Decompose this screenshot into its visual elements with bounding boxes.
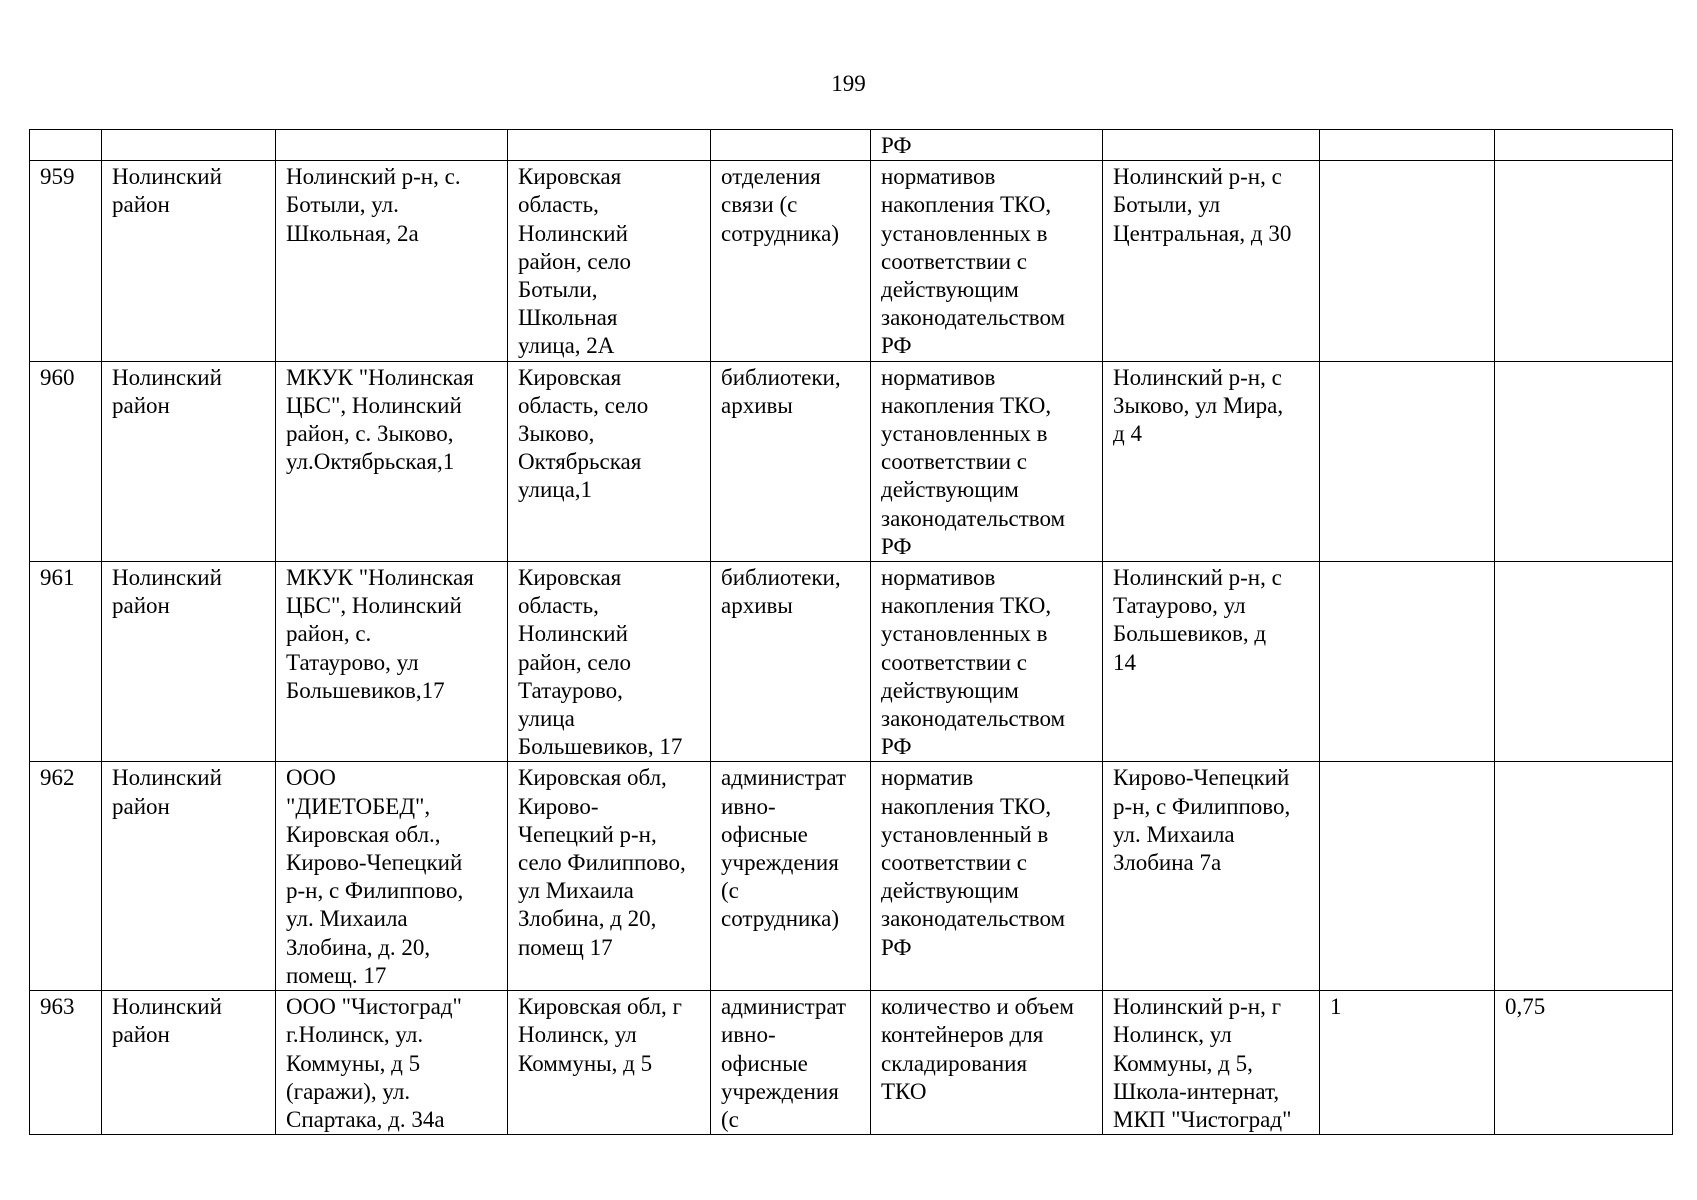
cell-text-line: Зыково, ул Мира, (1113, 392, 1284, 418)
cell-text-line: отделения (721, 164, 821, 190)
cell-text-line: (с (721, 1106, 739, 1132)
cell-text-line: ЦБС", Нолинский (286, 593, 462, 619)
table-row (30, 130, 1673, 161)
cell-text-line: администрат (721, 765, 847, 791)
cell-text-line: (гаражи), ул. (286, 1078, 411, 1104)
cell-text-line: Нолинск, ул (518, 1022, 637, 1048)
cell-calculation-basis (871, 161, 1103, 361)
cell-district (102, 161, 276, 361)
cell-source-address (508, 762, 711, 991)
cell-text-line: установленных в (881, 220, 1048, 246)
table-row (30, 361, 1673, 561)
table-row (30, 562, 1673, 762)
cell-text-line: Нолинский р-н, с (1113, 565, 1282, 591)
cell-text-line: (с (721, 878, 739, 904)
cell-text-line: МКУК "Нолинская (286, 565, 474, 591)
cell-text-line: накопления ТКО, (881, 392, 1052, 418)
cell-text-line: район (112, 192, 170, 218)
cell-text-line: офисные (721, 1050, 808, 1076)
cell-containers-count (1320, 762, 1495, 991)
cell-text-line: 1 (1330, 994, 1342, 1020)
cell-container-site-address (1103, 161, 1320, 361)
cell-calculation-basis (871, 562, 1103, 762)
cell-waste-generator (276, 161, 508, 361)
cell-text-line: Ботыли, ул (1113, 192, 1221, 218)
cell-text-line: село Филиппово, (518, 850, 686, 876)
cell-object-category (711, 762, 871, 991)
cell-text-line: область, село (518, 392, 649, 418)
cell-text-line: ТКО (881, 1078, 927, 1104)
cell-source-address (508, 991, 711, 1135)
cell-text-line: Большевиков,17 (286, 677, 445, 703)
cell-text-line: Нолинский р-н, с (1113, 164, 1282, 190)
cell-text-line: Школьная, 2а (286, 220, 419, 246)
cell-text-line: РФ (881, 133, 912, 158)
cell-object-category (711, 161, 871, 361)
cell-text-line: законодательством (881, 505, 1066, 531)
cell-text-line: соответствии с (881, 850, 1027, 876)
cell-text-line: область, (518, 593, 599, 619)
cell-text-line: Коммуны, д 5 (518, 1050, 653, 1076)
cell-text-line: Нолинский (518, 621, 628, 647)
cell-row-number (30, 762, 102, 991)
cell-text-line: район (112, 392, 170, 418)
cell-container-volume (1495, 161, 1673, 361)
cell-text-line: 962 (40, 765, 75, 791)
cell-text-line: сотрудника) (721, 906, 839, 932)
cell-text-line: действующим (881, 878, 1019, 904)
cell-text-line: Нолинский р-н, с. (286, 164, 461, 190)
cell-text-line: Татаурово, (518, 677, 623, 703)
cell-text-line: Коммуны, д 5 (286, 1050, 421, 1076)
cell-source-address (508, 562, 711, 762)
cell-text-line: р-н, с Филиппово, (286, 878, 464, 904)
cell-text-line: нормативов (881, 164, 996, 190)
cell-text-line: накопления ТКО, (881, 192, 1052, 218)
cell-text-line: Нолинский (112, 565, 222, 591)
cell-text-line: установленный в (881, 821, 1049, 847)
cell-container-site-address (1103, 762, 1320, 991)
cell-text-line: Зыково, (518, 421, 595, 447)
cell-text-line: Кирово- (518, 793, 599, 819)
cell-text-line: район, с. Зыково, (286, 421, 454, 447)
cell-text-line: МКУК "Нолинская (286, 364, 474, 390)
cell-text-line: 961 (40, 565, 75, 591)
cell-text-line: ул. Михаила (286, 906, 408, 932)
cell-text-line: связи (с (721, 192, 798, 218)
cell-text-line: Школьная (518, 305, 618, 331)
cell-text-line: архивы (721, 392, 793, 418)
cell-text-line: законодательством (881, 305, 1066, 331)
cell-text-line: помещ 17 (518, 934, 613, 960)
cell-text-line: улица,1 (518, 477, 593, 503)
table-row (30, 762, 1673, 991)
table-row (30, 161, 1673, 361)
cell-containers-count (1320, 991, 1495, 1135)
cell-text-line: Октябрьская (518, 449, 642, 475)
cell-container-site-address (1103, 991, 1320, 1135)
cell-text-line: Кировская обл, г (518, 994, 682, 1020)
table-row (30, 991, 1673, 1135)
registry-table (29, 129, 1673, 1135)
cell-waste-generator (276, 130, 508, 161)
cell-text-line: 960 (40, 364, 75, 390)
cell-text-line: район, село (518, 649, 632, 675)
cell-text-line: Кировская (518, 364, 622, 390)
cell-text-line: библиотеки, (721, 565, 841, 591)
cell-waste-generator (276, 562, 508, 762)
cell-text-line: ЦБС", Нолинский (286, 392, 462, 418)
cell-container-volume (1495, 991, 1673, 1135)
cell-source-address (508, 361, 711, 561)
cell-text-line: район (112, 593, 170, 619)
cell-text-line: учреждения (721, 1078, 839, 1104)
cell-row-number (30, 161, 102, 361)
cell-text-line: Чепецкий р-н, (518, 821, 657, 847)
cell-text-line: действующим (881, 277, 1019, 303)
cell-text-line: ивно- (721, 1022, 776, 1048)
cell-calculation-basis (871, 361, 1103, 561)
cell-text-line: действующим (881, 477, 1019, 503)
cell-text-line: ООО "Чистоград" (286, 994, 462, 1020)
cell-text-line: соответствии с (881, 248, 1027, 274)
cell-text-line: Ботыли, (518, 277, 598, 303)
cell-text-line: складирования (881, 1050, 1028, 1076)
cell-text-line: Центральная, д 30 (1113, 220, 1292, 246)
cell-district (102, 991, 276, 1135)
cell-text-line: "ДИЕТОБЕД", (286, 793, 431, 819)
cell-text-line: установленных в (881, 621, 1048, 647)
cell-text-line: РФ (881, 734, 912, 760)
cell-text-line: Школа-интернат, (1113, 1078, 1280, 1104)
cell-text-line: Нолинский (112, 765, 222, 791)
cell-text-line: Коммуны, д 5, (1113, 1050, 1253, 1076)
cell-text-line: библиотеки, (721, 364, 841, 390)
cell-text-line: Нолинский (112, 164, 222, 190)
cell-container-volume (1495, 562, 1673, 762)
cell-text-line: ул.Октябрьская,1 (286, 449, 455, 475)
cell-text-line: РФ (881, 934, 912, 960)
cell-text-line: ООО (286, 765, 336, 791)
cell-containers-count (1320, 361, 1495, 561)
cell-text-line: архивы (721, 593, 793, 619)
cell-text-line: Злобина, д 20, (518, 906, 657, 932)
cell-text-line: РФ (881, 333, 912, 359)
cell-container-site-address (1103, 361, 1320, 561)
cell-text-line: сотрудника) (721, 220, 839, 246)
cell-text-line: район (112, 1022, 170, 1048)
cell-row-number (30, 130, 102, 161)
cell-text-line: РФ (881, 533, 912, 559)
cell-text-line: Злобина 7а (1113, 850, 1222, 876)
cell-object-category (711, 361, 871, 561)
cell-text-line: Кировская (518, 164, 622, 190)
cell-text-line: Кирово-Чепецкий (286, 850, 463, 876)
cell-text-line: Кировская обл, (518, 765, 667, 791)
cell-calculation-basis (871, 991, 1103, 1135)
cell-text-line: накопления ТКО, (881, 793, 1052, 819)
cell-containers-count (1320, 161, 1495, 361)
cell-text-line: г.Нолинск, ул. (286, 1022, 424, 1048)
cell-text-line: Татаурово, ул (286, 649, 419, 675)
cell-text-line: Спартака, д. 34а (286, 1106, 445, 1132)
cell-text-line: Нолинский р-н, г (1113, 994, 1282, 1020)
cell-text-line: соответствии с (881, 449, 1027, 475)
cell-text-line: установленных в (881, 421, 1048, 447)
cell-text-line: Кировская обл., (286, 821, 441, 847)
cell-text-line: законодательством (881, 706, 1066, 732)
cell-text-line: Нолинский р-н, с (1113, 364, 1282, 390)
cell-text-line: 959 (40, 164, 75, 190)
cell-text-line: улица (518, 706, 575, 732)
cell-text-line: 963 (40, 994, 75, 1020)
cell-containers-count (1320, 562, 1495, 762)
cell-text-line: законодательством (881, 906, 1066, 932)
cell-text-line: улица, 2А (518, 333, 615, 359)
cell-row-number (30, 361, 102, 561)
cell-text-line: Ботыли, ул. (286, 192, 399, 218)
cell-text-line: контейнеров для (881, 1022, 1044, 1048)
cell-district (102, 130, 276, 161)
cell-object-category (711, 130, 871, 161)
cell-text-line: Большевиков, д (1113, 621, 1267, 647)
cell-text-line: р-н, с Филиппово, (1113, 793, 1291, 819)
cell-text-line: 14 (1113, 649, 1136, 675)
cell-text-line: учреждения (721, 850, 839, 876)
cell-text-line: район, с. (286, 621, 372, 647)
cell-text-line: соответствии с (881, 649, 1027, 675)
cell-waste-generator (276, 991, 508, 1135)
page-number: 199 (831, 71, 866, 96)
cell-container-site-address (1103, 562, 1320, 762)
cell-text-line: Кирово-Чепецкий (1113, 765, 1290, 791)
cell-text-line: ул. Михаила (1113, 821, 1235, 847)
cell-text-line: 0,75 (1505, 994, 1546, 1020)
cell-text-line: район (112, 793, 170, 819)
cell-container-volume (1495, 130, 1673, 161)
cell-containers-count (1320, 130, 1495, 161)
cell-text-line: нормативов (881, 565, 996, 591)
cell-district (102, 361, 276, 561)
cell-text-line: Нолинский (112, 994, 222, 1020)
cell-district (102, 762, 276, 991)
cell-source-address (508, 130, 711, 161)
cell-container-volume (1495, 361, 1673, 561)
cell-row-number (30, 991, 102, 1135)
cell-district (102, 562, 276, 762)
cell-row-number (30, 562, 102, 762)
cell-text-line: область, (518, 192, 599, 218)
cell-calculation-basis (871, 130, 1103, 161)
cell-waste-generator (276, 762, 508, 991)
cell-source-address (508, 161, 711, 361)
cell-text-line: количество и объем (881, 994, 1074, 1020)
cell-text-line: офисные (721, 821, 808, 847)
cell-text-line: ивно- (721, 793, 776, 819)
cell-waste-generator (276, 361, 508, 561)
cell-text-line: Злобина, д. 20, (286, 934, 431, 960)
cell-text-line: Нолинский (112, 364, 222, 390)
cell-text-line: район, село (518, 248, 632, 274)
cell-text-line: Нолинский (518, 220, 628, 246)
cell-text-line: Татаурово, ул (1113, 593, 1246, 619)
cell-object-category (711, 562, 871, 762)
cell-calculation-basis (871, 762, 1103, 991)
cell-text-line: Большевиков, 17 (518, 734, 683, 760)
cell-text-line: помещ. 17 (286, 962, 387, 988)
cell-text-line: Кировская (518, 565, 622, 591)
cell-text-line: норматив (881, 765, 974, 791)
cell-container-volume (1495, 762, 1673, 991)
cell-text-line: МКП "Чистоград" (1113, 1106, 1292, 1132)
cell-text-line: Нолинск, ул (1113, 1022, 1232, 1048)
cell-text-line: д 4 (1113, 421, 1142, 447)
cell-text-line: ул Михаила (518, 878, 634, 904)
cell-text-line: нормативов (881, 364, 996, 390)
cell-text-line: действующим (881, 677, 1019, 703)
cell-text-line: администрат (721, 994, 847, 1020)
cell-object-category (711, 991, 871, 1135)
cell-text-line: накопления ТКО, (881, 593, 1052, 619)
cell-container-site-address (1103, 130, 1320, 161)
